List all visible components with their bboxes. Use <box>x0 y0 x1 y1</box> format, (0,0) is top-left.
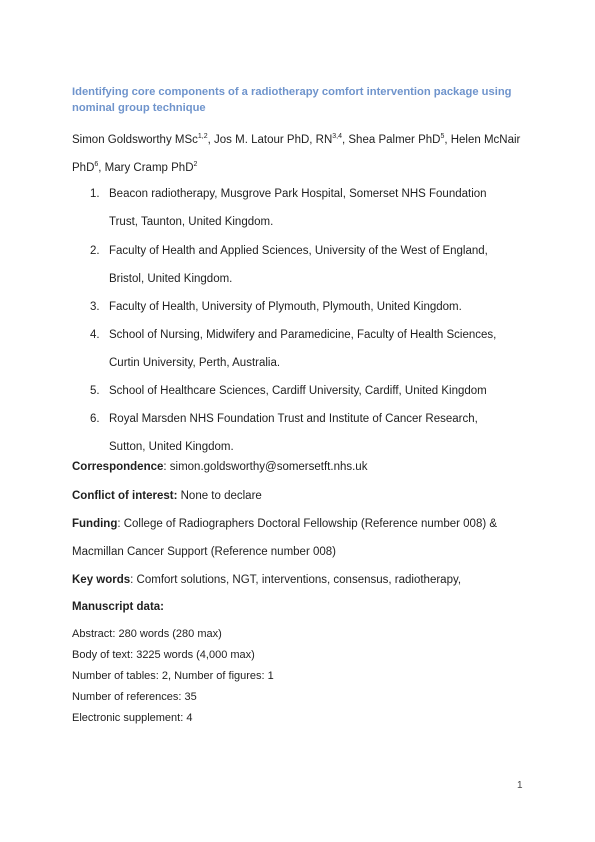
author-name: , Mary Cramp PhD <box>98 162 194 174</box>
affiliation-number: 1. <box>90 188 100 200</box>
page-number: 1 <box>517 780 523 791</box>
author-affiliation-marker: 1,2 <box>197 133 208 140</box>
conflict-label: Conflict of interest: <box>72 490 178 502</box>
author-name: , Shea Palmer PhD <box>342 134 441 146</box>
author-affiliation-marker: 3,4 <box>332 133 342 140</box>
manuscript-data-item: Abstract: 280 words (280 max) <box>72 628 222 640</box>
affiliation-item <box>90 405 529 461</box>
author-name: Simon Goldsworthy MSc <box>72 134 198 146</box>
author-name: , Helen McNair PhD <box>72 134 521 174</box>
correspondence-email: simon.goldsworthy@somersetft.nhs.uk <box>169 461 368 473</box>
affiliation-number: 6. <box>90 413 100 425</box>
affiliation-line: Faculty of Health, University of Plymouth, Plymouth, United Kingdom. <box>109 301 462 313</box>
manuscript-data-item: Electronic supplement: 4 <box>72 712 193 724</box>
author-affiliation-marker: 6 <box>94 161 99 168</box>
keywords-label: Key words <box>72 574 131 586</box>
affiliation-number: 3. <box>90 301 100 313</box>
keywords-value: : Comfort solutions, NGT, interventions, consensus, radiotherapy, <box>130 574 462 586</box>
affiliation-item <box>90 293 529 321</box>
affiliation-number: 2. <box>90 245 100 257</box>
affiliation-line: Trust, Taunton, United Kingdom. <box>109 216 274 228</box>
author-affiliation-marker: 2 <box>193 161 198 168</box>
author-affiliation-marker: 5 <box>440 133 445 140</box>
funding-value: : College of Radiographers Doctoral Fellowship (Reference number 008) & <box>117 518 498 530</box>
funding-line-continued: Macmillan Cancer Support (Reference number 008) <box>72 546 336 558</box>
correspondence-separator: : <box>163 461 170 473</box>
affiliation-line: Beacon radiotherapy, Musgrove Park Hospital, Somerset NHS Foundation <box>109 188 487 200</box>
affiliation-line: Sutton, United Kingdom. <box>109 441 234 453</box>
author-name: , Jos M. Latour PhD, RN <box>207 134 333 146</box>
affiliation-number: 4. <box>90 329 100 341</box>
paper-title: Identifying core components of a radiotherapy comfort intervention package using nominal group technique <box>72 86 512 114</box>
correspondence-line <box>72 458 542 476</box>
conflict-value: None to declare <box>177 490 262 502</box>
affiliation-item <box>90 321 529 377</box>
author-list <box>72 126 532 182</box>
funding-label: Funding <box>72 518 118 530</box>
correspondence-label: Correspondence <box>72 461 164 473</box>
affiliation-line: Faculty of Health and Applied Sciences, University of the West of England, <box>109 245 488 257</box>
affiliation-item <box>90 237 529 293</box>
manuscript-data-heading <box>72 598 542 616</box>
affiliation-line: School of Healthcare Sciences, Cardiff University, Cardiff, United Kingdom <box>109 385 487 397</box>
affiliation-item <box>90 377 529 405</box>
manuscript-data-label: Manuscript data: <box>72 601 165 613</box>
manuscript-data-item: Number of references: 35 <box>72 691 197 703</box>
affiliation-line: Curtin University, Perth, Australia. <box>109 357 281 369</box>
conflict-of-interest-line <box>72 487 542 505</box>
funding-line <box>72 515 542 533</box>
affiliation-line: Royal Marsden NHS Foundation Trust and Institute of Cancer Research, <box>109 413 478 425</box>
affiliation-number: 5. <box>90 385 100 397</box>
affiliation-line: School of Nursing, Midwifery and Paramedicine, Faculty of Health Sciences, <box>109 329 497 341</box>
keywords-line <box>72 571 542 589</box>
manuscript-data-item: Number of tables: 2, Number of figures: 1 <box>72 670 274 682</box>
affiliation-item <box>90 180 529 236</box>
affiliation-line: Bristol, United Kingdom. <box>109 273 233 285</box>
manuscript-data-item: Body of text: 3225 words (4,000 max) <box>72 649 255 661</box>
